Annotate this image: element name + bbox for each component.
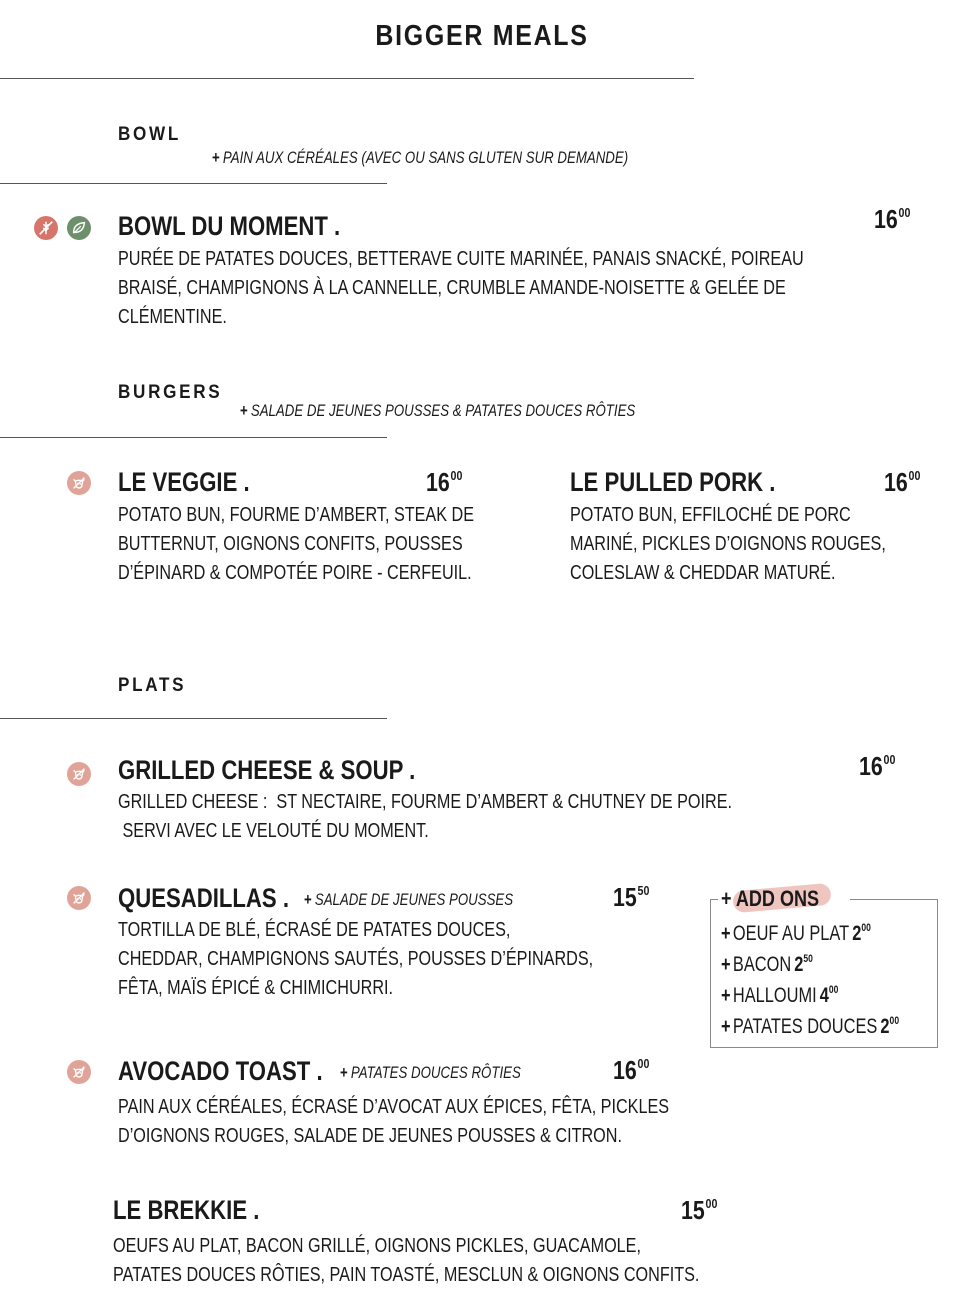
plats-divider [0, 718, 387, 719]
avocado-side-note: + PATATES DOUCES RÔTIES [340, 1063, 521, 1082]
addons-title: + ADD ONS [721, 886, 820, 911]
item-description: POTATO BUN, FOURME D’AMBERT, STEAK DE BUTTERNUT, OIGNONS CONFITS, POUSSES D’ÉPINARD & COMPOTÉE POIRE - CERFEUIL. [118, 503, 475, 584]
item-description: PURÉE DE PATATES DOUCES, BETTERAVE CUITE MARINÉE, PANAIS SNACKÉ, POIREAU BRAISÉ, CHAMPIGNONS À LA CANNELLE, CRUMBLE AMANDE-NOISETTE & GELÉE DE CLÉMENTINE. [118, 247, 804, 328]
title-divider [0, 78, 694, 79]
item-name: QUESADILLAS . [118, 883, 289, 913]
section-heading-burgers: BURGERS [118, 382, 223, 403]
item-name: BOWL DU MOMENT . [118, 211, 341, 241]
burgers-divider [0, 437, 387, 438]
page-title: BIGGER MEALS [375, 20, 589, 52]
item-price: $15^{00}$ [681, 1195, 718, 1225]
item-description: POTATO BUN, EFFILOCHÉ DE PORC MARINÉ, PICKLES D’OIGNONS ROUGES, COLESLAW & CHEDDAR MATURÉ. [570, 503, 886, 584]
no-gluten-icon [34, 216, 58, 240]
item-description: TORTILLA DE BLÉ, ÉCRASÉ DE PATATES DOUCES, CHEDDAR, CHAMPIGNONS SAUTÉS, POUSSES D’ÉPINARDS, FÊTA, MAÏS ÉPICÉ & CHIMICHURRI. [118, 918, 594, 999]
burgers-side-note: + SALADE DE JEUNES POUSSES & PATATES DOUCES RÔTIES [240, 401, 636, 420]
bowl-side-note: + PAIN AUX CÉRÉALES (AVEC OU SANS GLUTEN SUR DEMANDE) [212, 148, 629, 167]
quesadillas-side-note: + SALADE DE JEUNES POUSSES [304, 890, 514, 909]
vegetarian-cow-icon [67, 471, 91, 495]
addon-item: + PATATES DOUCES $2^{00}$ [721, 1015, 900, 1038]
section-heading-plats: PLATS [118, 675, 187, 696]
item-price: $16^{00}$ [859, 751, 896, 781]
item-price: $16^{00}$ [874, 204, 911, 234]
vegetarian-cow-icon [67, 886, 91, 910]
vegetarian-cow-icon [67, 762, 91, 786]
addon-item: + BACON $2^{50}$ [721, 953, 813, 976]
bowl-divider [0, 183, 387, 184]
item-name: GRILLED CHEESE & SOUP . [118, 755, 416, 785]
section-heading-bowl: BOWL [118, 124, 182, 145]
item-description: OEUFS AU PLAT, BACON GRILLÉ, OIGNONS PICKLES, GUACAMOLE, PATATES DOUCES RÔTIES, PAIN TOASTÉ, MESCLUN & OIGNONS CONFITS. [113, 1234, 700, 1286]
item-name: LE VEGGIE . [118, 467, 250, 497]
item-price: $15^{50}$ [613, 882, 650, 912]
addon-item: + HALLOUMI $4^{00}$ [721, 984, 839, 1007]
item-name: LE BREKKIE . [113, 1195, 260, 1225]
addon-item: + OEUF AU PLAT $2^{00}$ [721, 922, 871, 945]
item-name: LE PULLED PORK . [570, 467, 776, 497]
item-price: $16^{00}$ [426, 467, 463, 497]
item-name: AVOCADO TOAST . [118, 1056, 323, 1086]
item-price: $16^{00}$ [884, 467, 921, 497]
item-description: GRILLED CHEESE : ST NECTAIRE, FOURME D’AMBERT & CHUTNEY DE POIRE. SERVI AVEC LE VELOUTÉ DU MOMENT. [118, 790, 733, 842]
item-description: PAIN AUX CÉRÉALES, ÉCRASÉ D’AVOCAT AUX ÉPICES, FÊTA, PICKLES D’OIGNONS ROUGES, SALADE DE JEUNES POUSSES & CITRON. [118, 1095, 670, 1147]
item-price: $16^{00}$ [613, 1055, 650, 1085]
vegetarian-cow-icon [67, 1060, 91, 1084]
vegan-leaf-icon [67, 216, 91, 240]
